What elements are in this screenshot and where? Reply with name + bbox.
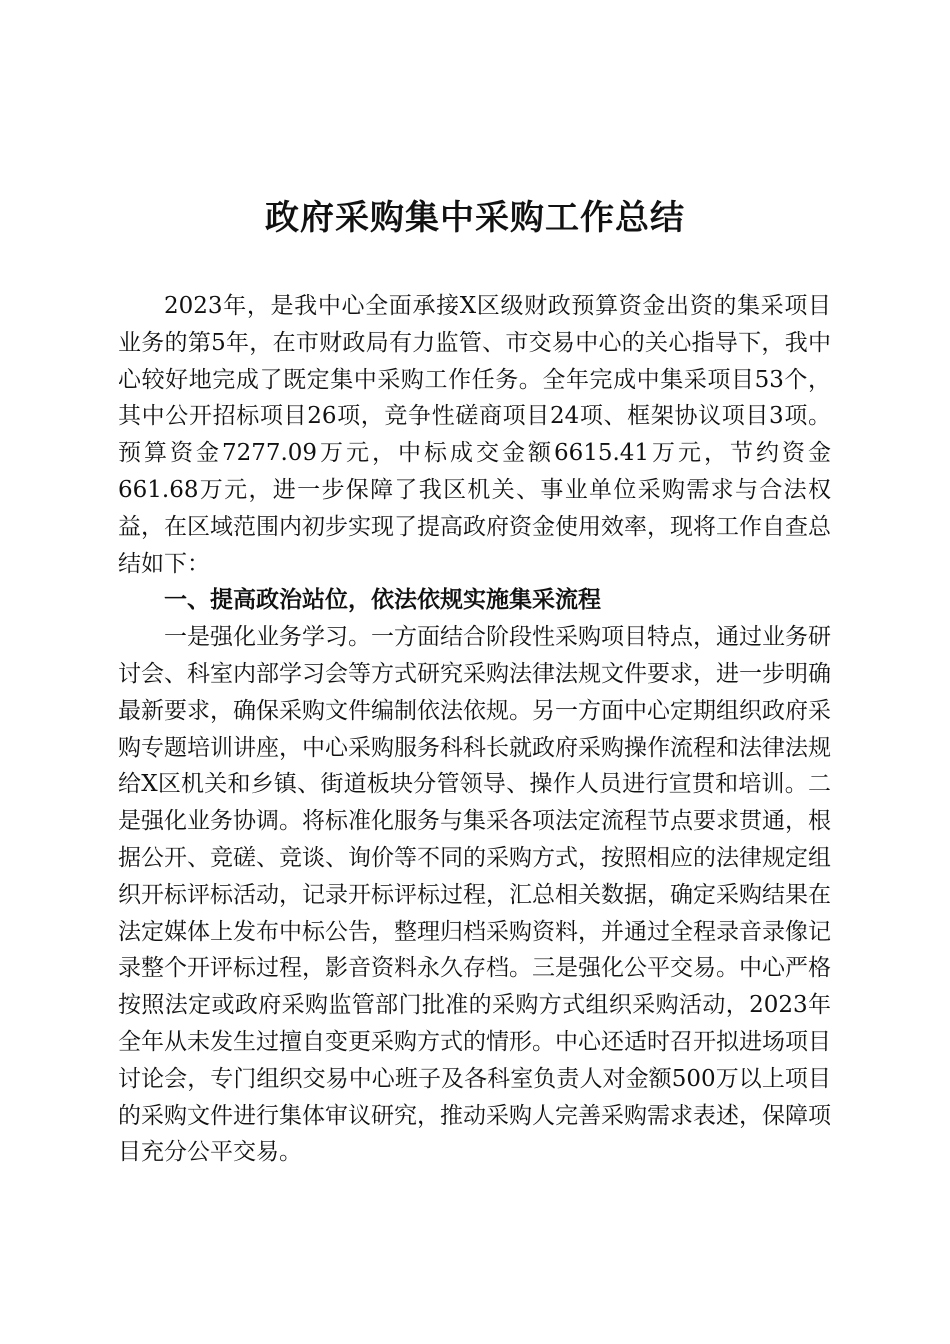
section-paragraph: 一是强化业务学习。一方面结合阶段性采购项目特点，通过业务研讨会、科室内部学习会等方式研究采购法律法规文件要求，进一步明确最新要求，确保采购文件编制依法依规。另一方面中心定期组织政府采购专题培训讲座，中心采购服务科科长就政府采购操作流程和法律法规给X区机关和乡镇、街道板块分管领导、操作人员进行宣贯和培训。二是强化业务协调。将标准化服务与集采各项法定流程节点要求贯通，根据公开、竞磋、竞谈、询价等不同的采购方式，按照相应的法律规定组织开标评标活动，记录开标评标过程，汇总相关数据，确定采购结果在法定媒体上发布中标公告，整理归档采购资料，并通过全程录音录像记录整个开评标过程，影音资料永久存档。三是强化公平交易。中心严格按照法定或政府采购监管部门批准的采购方式组织采购活动，2023年全年从未发生过擅自变更采购方式的情形。中心还适时召开拟进场项目讨论会，专门组织交易中心班子及各科室负责人对金额500万以上项目的采购文件进行集体审议研究，推动采购人完善采购需求表述，保障项目充分公平交易。 <box>118 624 831 1166</box>
intro-paragraph: 2023年，是我中心全面承接X区级财政预算资金出资的集采项目业务的第5年，在市财政局有力监管、市交易中心的关心指导下，我中心较好地完成了既定集中采购工作任务。全年完成中集采项目53个，其中公开招标项目26项，竞争性磋商项目24项、框架协议项目3项。预算资金7277.09万元，中标成交金额6615.41万元，节约资金661.68万元，进一步保障了我区机关、事业单位采购需求与合法权益，在区域范围内初步实现了提高政府资金使用效率，现将工作自查总结如下： <box>118 293 831 577</box>
section-heading: 一、提高政治站位，依法依规实施集采流程 <box>164 587 601 614</box>
document-title: 政府采购集中采购工作总结 <box>265 198 685 238</box>
document-body <box>118 288 831 1171</box>
